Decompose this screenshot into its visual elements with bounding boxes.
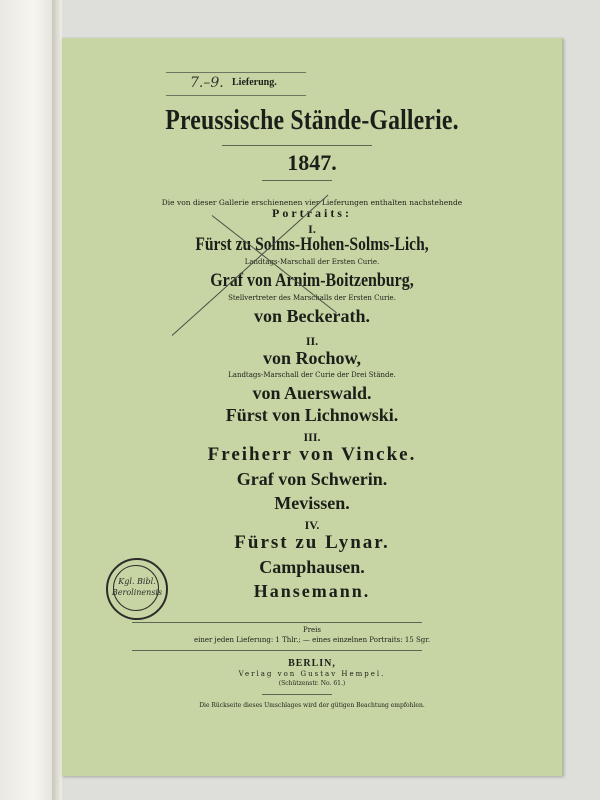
portrait-name: Camphausen. (259, 557, 365, 577)
portrait-name: Freiherr von Vincke. (207, 444, 417, 465)
price-label: Preis (302, 626, 322, 634)
portrait-name: Fürst zu Solms-Hohen-Solms-Lich, (195, 234, 429, 255)
price-top-rule (132, 622, 422, 623)
issue-label: Lieferung. (232, 77, 277, 88)
footnote: Die Rückseite dieses Umschlages wird der gütigen Beachtung empfohlen. (199, 702, 425, 709)
portrait-title: Stellvertreter des Marschalls der Ersten Curie. (228, 294, 396, 302)
library-stamp-text: Kgl. Bibl. Berolinensis (111, 577, 163, 597)
title-rule (222, 145, 372, 146)
year-rule (262, 180, 332, 181)
left-page-edge (0, 0, 57, 800)
portrait-name: Graf von Arnim-Boitzenburg, (210, 270, 414, 291)
handwritten-issue-number: 7.–9. (190, 75, 224, 91)
imprint-city: BERLIN, (288, 658, 336, 669)
library-stamp (106, 558, 168, 620)
portrait-name: Graf von Schwerin. (236, 469, 388, 489)
price-bottom-rule (132, 650, 422, 651)
section-numeral-1: I. (308, 222, 316, 236)
section-numeral-2: II. (305, 334, 319, 348)
imprint-rule (262, 694, 332, 695)
portrait-name: von Auerswald. (252, 383, 372, 403)
imprint-publisher: Verlag von Gustav Hempel. (238, 670, 386, 678)
portrait-name: von Beckerath. (254, 306, 370, 326)
price-text: einer jeden Lieferung: 1 Thlr.; — eines einzelnen Portraits: 15 Sgr. (193, 636, 431, 644)
portrait-name: Hansemann. (253, 581, 371, 601)
portrait-name: Fürst zu Lynar. (234, 532, 390, 553)
title-page (62, 38, 563, 776)
section-numeral-3: III. (303, 430, 321, 444)
page-title: Preussische Stände-Gallerie. (165, 104, 459, 136)
imprint-address: (Schützenstr. No. 61.) (278, 680, 346, 687)
section-numeral-4: IV. (304, 518, 320, 532)
portrait-name: Fürst von Lichnowski. (225, 405, 399, 425)
year: 1847. (287, 150, 337, 175)
portrait-name: von Rochow, (262, 348, 361, 368)
portrait-name: Mevissen. (274, 493, 350, 513)
portraits-heading: Portraits: (272, 206, 352, 220)
portrait-title: Landtags-Marschall der Curie der Drei Stände. (228, 371, 396, 379)
issue-box (166, 72, 306, 96)
intro-line: Die von dieser Gallerie erschienenen vier Lieferungen enthalten nachstehende (161, 198, 463, 207)
book-spine (52, 0, 62, 800)
portrait-title: Landtags-Marschall der Ersten Curie. (244, 258, 380, 266)
